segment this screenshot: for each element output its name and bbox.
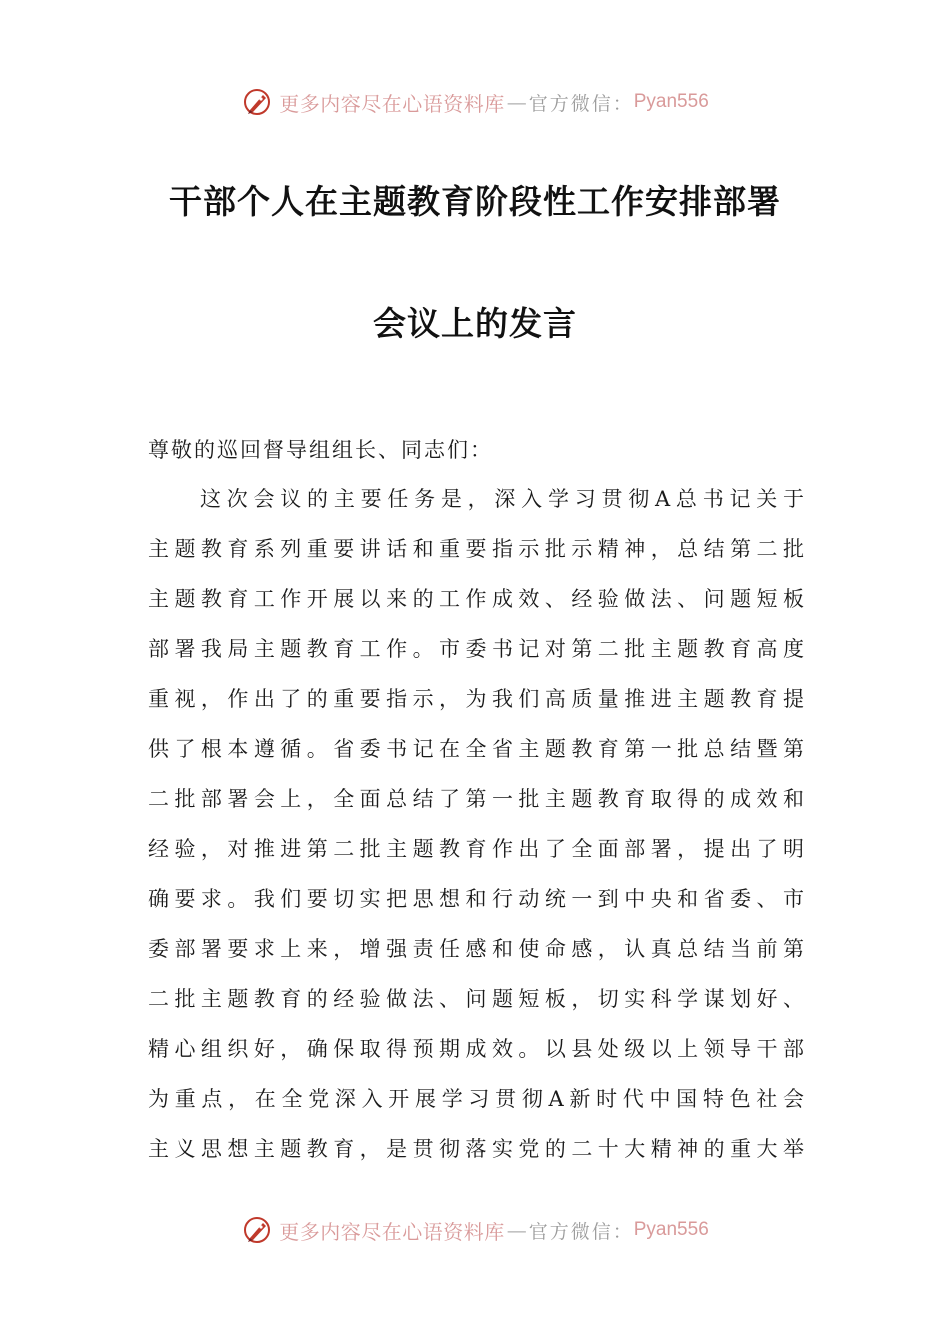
body-paragraph <box>148 479 804 1179</box>
paragraph-line: 供了根本遵循。省委书记在全省主题教育第一批总结暨第 <box>148 737 804 761</box>
paragraph-line: 二批主题教育的经验做法、问题短板，切实科学谋划好、 <box>148 987 804 1011</box>
paragraph-line: 主义思想主题教育，是贯彻落实党的二十大精神的重大举 <box>148 1137 804 1161</box>
paragraph-line: 精心组织好，确保取得预期成效。以县处级以上领导干部 <box>148 1037 804 1061</box>
paragraph-line: 二批部署会上，全面总结了第一批主题教育取得的成效和 <box>148 787 804 811</box>
banner-brand-text: 更多内容尽在心语资料库 <box>279 91 505 116</box>
banner-official-label: 官方微信： <box>528 1220 634 1243</box>
footer-banner <box>0 1210 950 1250</box>
pen-nib-logo-icon <box>241 1214 273 1246</box>
paragraph-line: 部署我局主题教育工作。市委书记对第二批主题教育高度 <box>148 637 804 661</box>
document-title-line-1: 干部个人在主题教育阶段性工作安排部署 <box>169 182 781 221</box>
paragraph-line: 主题教育工作开展以来的工作成效、经验做法、问题短板 <box>148 587 804 611</box>
paragraph-line: 确要求。我们要切实把思想和行动统一到中央和省委、市 <box>148 887 804 911</box>
header-banner <box>0 82 950 122</box>
paragraph-line: 为重点，在全党深入开展学习贯彻A新时代中国特色社会 <box>148 1087 804 1111</box>
banner-brand-text: 更多内容尽在心语资料库 <box>279 1219 505 1244</box>
banner-wechat-id: Pyan556 <box>633 1219 709 1240</box>
paragraph-line: 主题教育系列重要讲话和重要指示批示精神，总结第二批 <box>148 537 804 561</box>
paragraph-line: 委部署要求上来，增强责任感和使命感，认真总结当前第 <box>148 937 804 961</box>
paragraph-line: 重视，作出了的重要指示，为我们高质量推进主题教育提 <box>148 687 804 711</box>
banner-separator: — <box>506 90 527 114</box>
pen-nib-logo-icon <box>241 86 273 118</box>
salutation: 尊敬的巡回督导组组长、同志们： <box>148 438 493 462</box>
document-title-line-2: 会议上的发言 <box>373 304 577 343</box>
paragraph-line: 这次会议的主要任务是，深入学习贯彻A总书记关于 <box>200 487 804 511</box>
banner-wechat-id: Pyan556 <box>633 91 709 112</box>
banner-separator: — <box>506 1218 527 1242</box>
paragraph-line: 经验，对推进第二批主题教育作出了全面部署，提出了明 <box>148 837 804 861</box>
banner-official-label: 官方微信： <box>528 92 634 115</box>
